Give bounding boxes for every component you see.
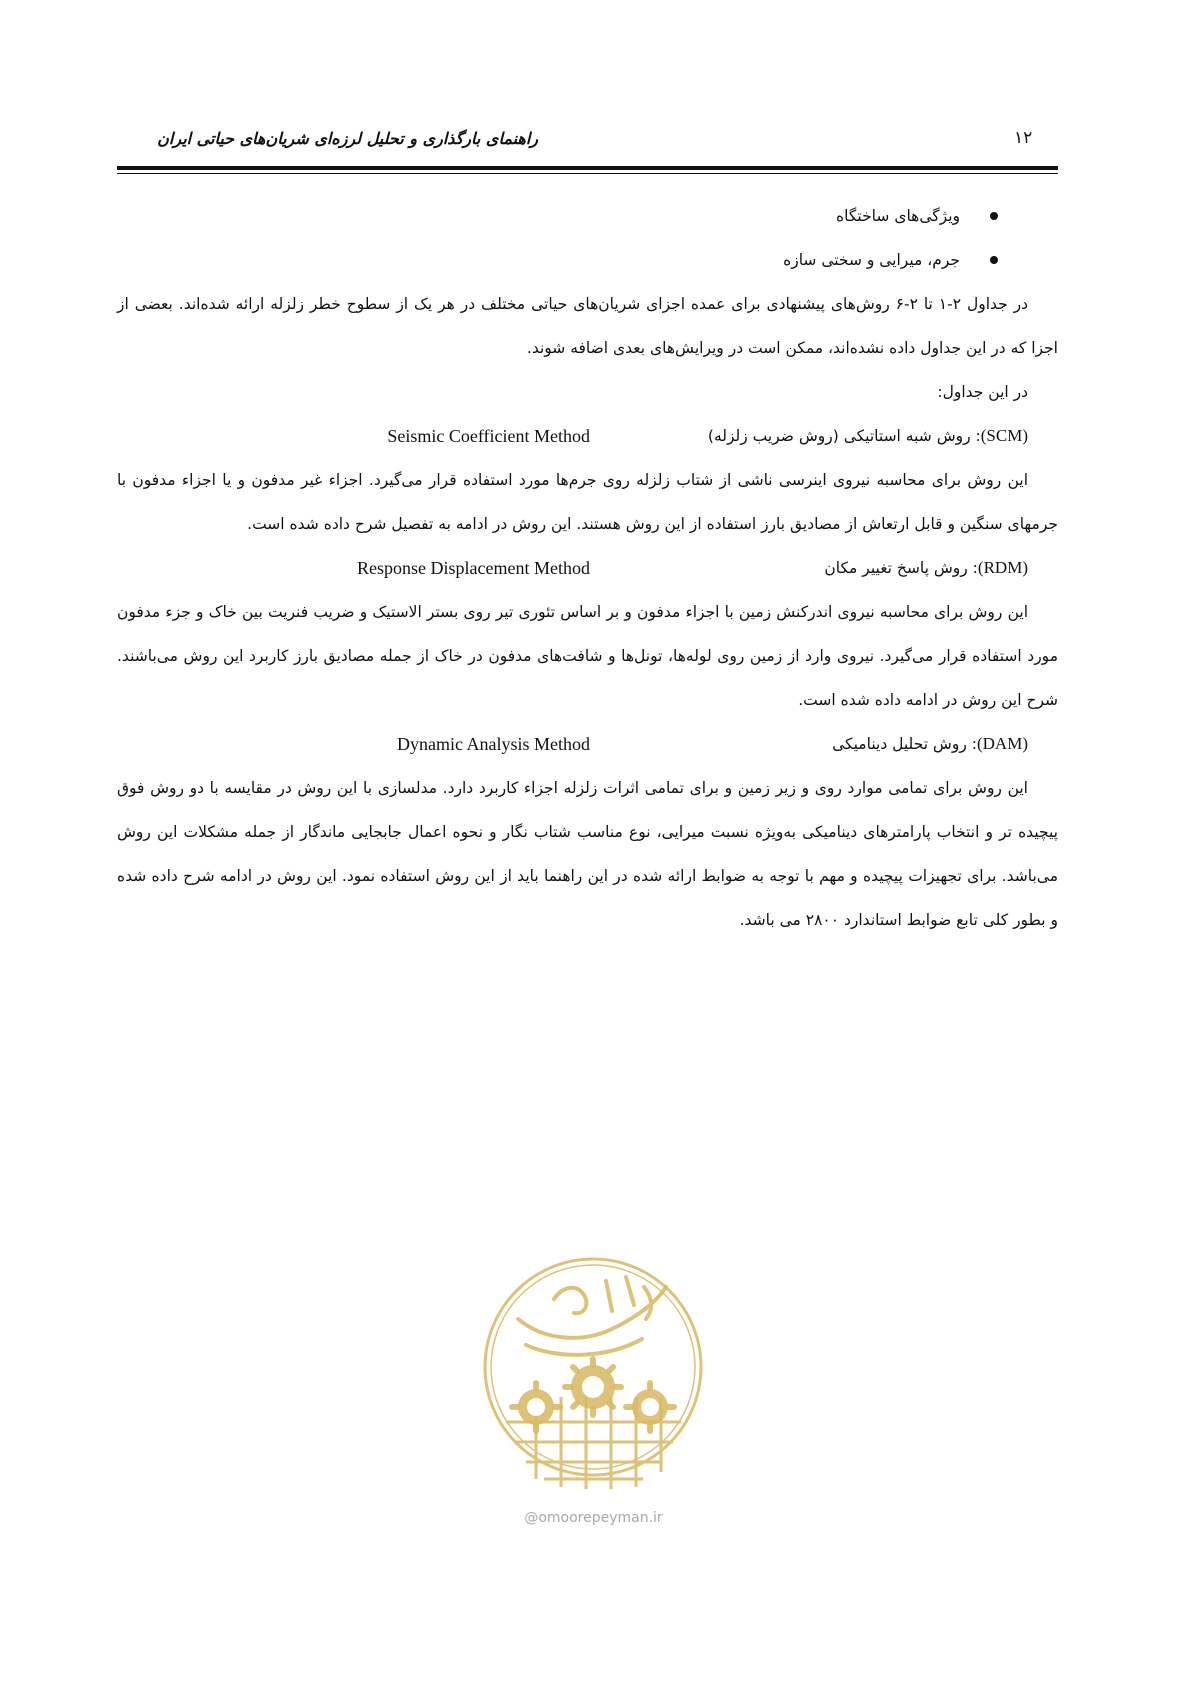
method-description-dam: این روش برای تمامی موارد روی و زیر زمین و برای تمامی اثرات زلزله اجزاء کاربرد دارد. مدلسازی با این روش در مقایسه با دو روش فوق پیچیده تر و انتخاب پارامترهای دینامیکی به‌ویژه نسبت میرایی، نوع مناسب شتاب نگار و نحوه اعمال جابجایی ماندگار از جمله مشکلات این روش می‌باشد. برای تجهیزات پیچیده و مهم با توجه به ضوابط ارائه شده در این راهنما باید از این روش استفاده نمود. این روش در ادامه شرح داده شده و بطور کلی تابع ضوابط استاندارد ۲۸۰۰ می باشد. — [117, 779, 1058, 929]
bullet-list — [117, 194, 1058, 282]
watermark-caption — [466, 1510, 721, 1526]
watermark-logo-icon — [466, 1247, 721, 1507]
method-description-scm: این روش برای محاسبه نیروی اینرسی ناشی از شتاب زلزله روی جرم‌ها مورد استفاده قرار می‌گیرد. اجزاء غیر مدفون و یا اجزاء مدفون با جرمهای سنگین و قابل ارتعاش از مصادیق بارز استفاده از این روش هستند. این روش در ادامه به تفصیل شرح داده شده است. — [117, 471, 1058, 533]
method-title: : روش پاسخ تغییر مکان — [824, 559, 978, 577]
method-heading-scm — [117, 414, 1058, 458]
list-item-text: جرم، میرایی و سختی سازه — [783, 251, 960, 269]
method-name-english: Seismic Coefficient Method — [387, 426, 590, 446]
method-abbreviation: (RDM) — [977, 558, 1028, 577]
method-name-english: Dynamic Analysis Method — [397, 734, 590, 754]
header-rule-thick — [117, 166, 1058, 170]
method-title: : روش شبه استاتیکی (روش ضریب زلزله) — [707, 427, 981, 445]
method-description-rdm: این روش برای محاسبه نیروی اندرکنش زمین با اجزاء مدفون و بر اساس تئوری تیر روی بستر الاستیک و ضریب فنریت بین خاک و جزء مدفون مورد استفاده قرار می‌گیرد. نیروی وارد از زمین روی لوله‌ها، تونل‌ها و شافت‌های مدفون در خاک از جمله مصادیق بارز کاربرد این روش می‌باشند. شرح این روش در ادامه داده شده است. — [117, 603, 1058, 709]
at-sign-icon: @ — [524, 1510, 539, 1526]
method-name-persian — [824, 546, 1028, 590]
method-title: : روش تحلیل دینامیکی — [832, 735, 977, 753]
watermark-caption-text: omoorepeyman.ir — [538, 1510, 663, 1526]
method-abbreviation: (DAM) — [976, 734, 1028, 753]
running-header-title: راهنمای بارگذاری و تحلیل لرزه‌ای شریان‌های حیاتی ایران — [157, 129, 538, 148]
page-number: ۱۲ — [1014, 128, 1033, 148]
page-header — [0, 0, 1190, 180]
method-name-persian — [832, 722, 1028, 766]
method-abbreviation: (SCM) — [980, 426, 1028, 445]
list-item-text: ویژگی‌های ساختگاه — [836, 207, 960, 225]
tables-lead: در این جداول: — [937, 383, 1028, 401]
method-name-english: Response Displacement Method — [357, 558, 590, 578]
list-item — [117, 238, 1058, 282]
bullet-icon — [990, 256, 998, 264]
method-heading-rdm — [117, 546, 1058, 590]
header-rule-thin — [117, 173, 1058, 174]
list-item — [117, 194, 1058, 238]
method-name-persian — [708, 414, 1028, 458]
method-heading-dam — [117, 722, 1058, 766]
intro-paragraph: در جداول ۲-۱ تا ۲-۶ روش‌های پیشنهادی برای عمده اجزای شریان‌های حیاتی مختلف در هر یک از سطوح خطر زلزله ارائه شده‌اند. بعضی از اجزا که در این جداول داده نشده‌اند، ممکن است در ویرایش‌های بعدی اضافه شوند. — [117, 295, 1058, 357]
main-content — [117, 194, 1058, 942]
bullet-icon — [990, 212, 998, 220]
